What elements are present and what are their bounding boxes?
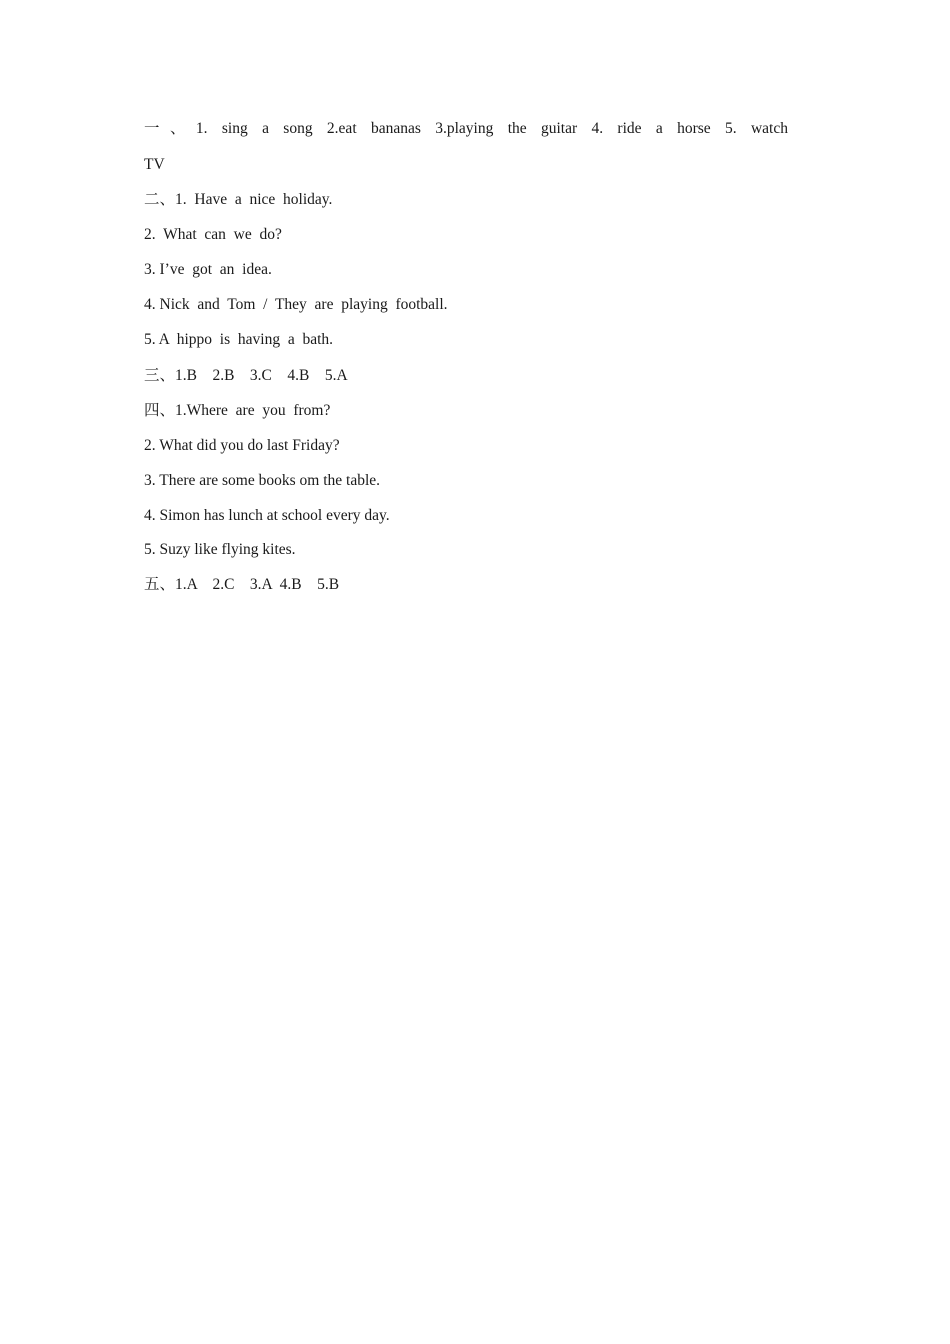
section-4-answer-3: 3. There are some books om the table. xyxy=(144,472,381,489)
section-1-answers-continued: TV xyxy=(144,156,165,173)
section-2-answer-4: 4. Nick and Tom / They are playing football. xyxy=(144,296,448,313)
section-4-answer-4: 4. Simon has lunch at school every day. xyxy=(144,507,390,524)
section-2-answer-1: 二、1. Have a nice holiday. xyxy=(144,191,333,208)
section-4-answer-1: 四、1.Where are you from? xyxy=(144,402,331,419)
section-2-answer-3: 3. I’ve got an idea. xyxy=(144,261,272,278)
section-3-answers: 三、1.B 2.B 3.C 4.B 5.A xyxy=(144,367,348,384)
section-2-answer-2: 2. What can we do? xyxy=(144,226,282,243)
section-4-answer-2: 2. What did you do last Friday? xyxy=(144,437,340,454)
section-1-answers: 一、1. sing a song 2.eat bananas 3.playing the guitar 4. ride a horse 5. watch xyxy=(144,120,788,137)
section-2-answer-5: 5. A hippo is having a bath. xyxy=(144,331,334,348)
section-5-answers: 五、1.A 2.C 3.A 4.B 5.B xyxy=(144,576,340,593)
section-4-answer-5: 5. Suzy like flying kites. xyxy=(144,541,296,558)
